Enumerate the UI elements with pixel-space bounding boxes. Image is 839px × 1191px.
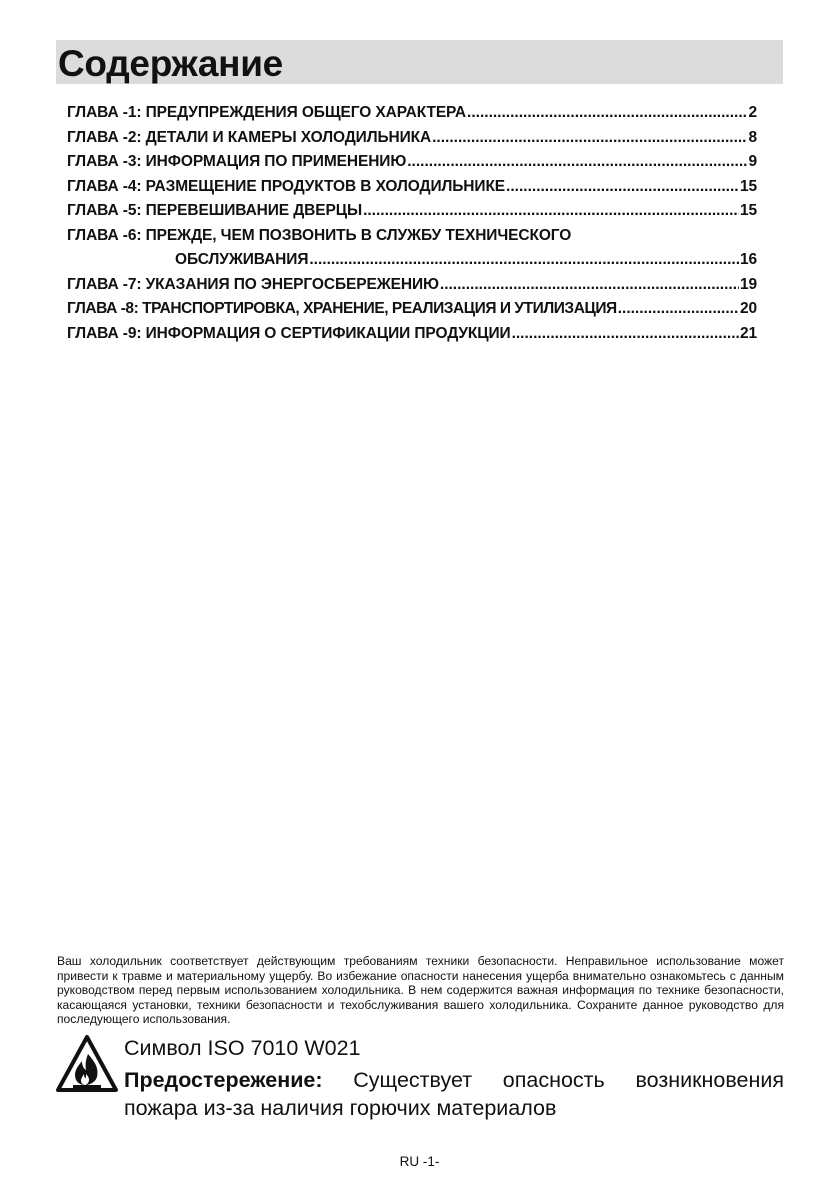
toc-page: 9 xyxy=(748,153,757,170)
toc-leader xyxy=(467,101,747,126)
safety-paragraph: Ваш холодильник соответствует действующим требованиям техники безопасности. Неправильное использование может привести к травме и материальному ущербу. Во избежание опасности нанесения ущерба внимательно ознакомьтесь с данным руководством перед первым использованием холодильника. В нем содержится важная информация по технике безопасности, касающаяся установки, техники безопасности и техобслуживания вашего холодильника. Сохраните данное руководство для последующего использования. xyxy=(57,954,784,1027)
caution-heading: Предостережение: xyxy=(124,1068,323,1092)
toc-page: 8 xyxy=(748,128,757,146)
page-number: RU -1- xyxy=(399,1154,440,1169)
toc-label: ГЛАВА -7: УКАЗАНИЯ ПО ЭНЕРГОСБЕРЕЖЕНИЮ xyxy=(67,275,439,293)
caution-text xyxy=(124,1066,784,1122)
toc-label-continued: ОБСЛУЖИВАНИЯ xyxy=(175,251,309,268)
toc-leader xyxy=(309,248,739,273)
toc-entry-3[interactable] xyxy=(67,150,757,175)
page-title: Содержание xyxy=(58,43,283,84)
toc-entry-4[interactable] xyxy=(67,175,757,200)
toc-leader xyxy=(363,199,739,224)
toc-leader xyxy=(407,150,747,175)
toc-page: 21 xyxy=(739,324,757,342)
toc-leader xyxy=(432,126,747,151)
toc-entry-7[interactable] xyxy=(67,273,757,298)
toc-leader xyxy=(440,273,739,298)
toc-entry-5[interactable] xyxy=(67,199,757,224)
toc-label: ГЛАВА -5: ПЕРЕВЕШИВАНИЕ ДВЕРЦЫ xyxy=(67,202,363,219)
toc-label: ГЛАВА -1: ПРЕДУПРЕЖДЕНИЯ ОБЩЕГО ХАРАКТЕРА xyxy=(67,104,467,121)
toc-page: 15 xyxy=(739,177,757,195)
toc-entry-9[interactable] xyxy=(67,322,757,347)
toc-label: ГЛАВА -6: ПРЕЖДЕ, ЧЕМ ПОЗВОНИТЬ В СЛУЖБУ ТЕХНИЧЕСКОГО xyxy=(67,226,572,244)
toc-leader xyxy=(618,297,739,322)
toc-entry-1[interactable] xyxy=(67,101,757,126)
toc-label: ГЛАВА -4: РАЗМЕЩЕНИЕ ПРОДУКТОВ В ХОЛОДИЛЬНИКЕ xyxy=(67,177,506,195)
toc-label: ГЛАВА -2: ДЕТАЛИ И КАМЕРЫ ХОЛОДИЛЬНИКА xyxy=(67,128,432,146)
toc-page: 15 xyxy=(739,202,757,219)
toc-leader xyxy=(512,322,739,347)
toc-entry-6-continued[interactable] xyxy=(67,248,757,273)
toc-entry-8[interactable] xyxy=(67,297,757,322)
toc-page: 19 xyxy=(739,275,757,293)
toc-label: ГЛАВА -3: ИНФОРМАЦИЯ ПО ПРИМЕНЕНИЮ xyxy=(67,153,407,170)
toc-page: 20 xyxy=(739,300,757,317)
toc-leader xyxy=(506,175,739,200)
toc-entry-2[interactable] xyxy=(67,126,757,151)
iso-symbol-label: Символ ISO 7010 W021 xyxy=(124,1036,361,1060)
toc-page: 16 xyxy=(739,251,757,268)
toc-page: 2 xyxy=(748,104,757,121)
toc-entry-6[interactable] xyxy=(67,224,757,249)
toc-label: ГЛАВА -9: ИНФОРМАЦИЯ О СЕРТИФИКАЦИИ ПРОДУКЦИИ xyxy=(67,324,511,342)
toc-label: ГЛАВА -8: ТРАНСПОРТИРОВКА, ХРАНЕНИЕ, РЕАЛИЗАЦИЯ И УТИЛИЗАЦИЯ xyxy=(67,300,617,317)
fire-warning-icon xyxy=(55,1034,119,1094)
caution-body: Существует опасность возникновения пожара из-за наличия горючих материалов xyxy=(124,1068,784,1120)
table-of-contents xyxy=(67,101,757,346)
